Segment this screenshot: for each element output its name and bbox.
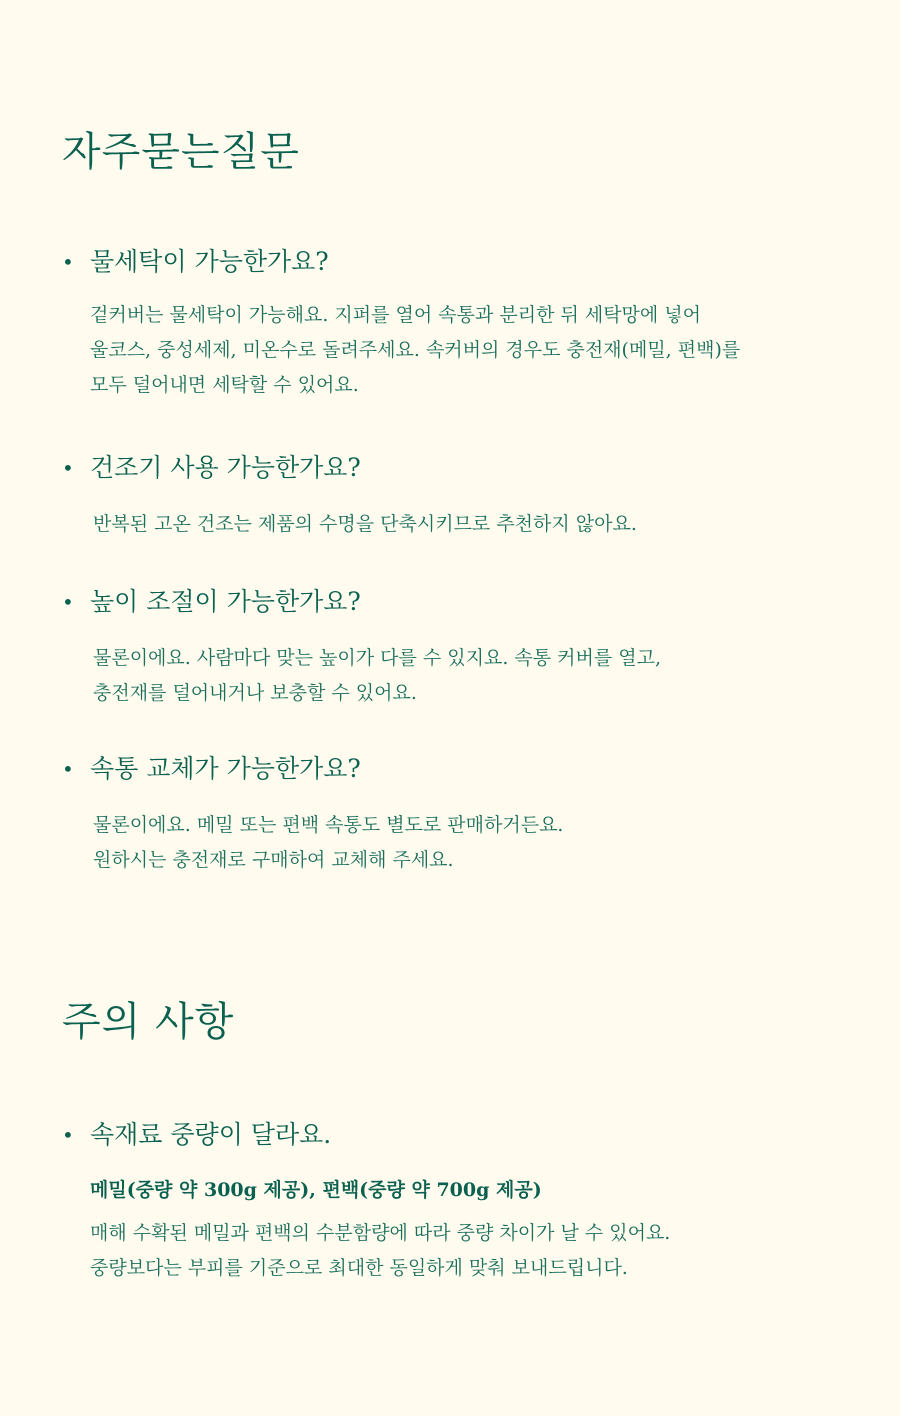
faq-question: 건조기 사용 가능한가요?: [90, 453, 361, 482]
faq-question: 속통 교체가 가능한가요?: [90, 754, 361, 783]
bullet-icon: •: [62, 456, 74, 480]
faq-item: [62, 244, 862, 403]
caution-item: [62, 1117, 862, 1286]
bullet-icon: •: [62, 1123, 74, 1147]
faq-item: [62, 584, 862, 711]
caution-title: 주의 사항: [62, 999, 235, 1045]
faq-question: 물세탁이 가능한가요?: [90, 247, 329, 276]
faq-answer: 겉커버는 물세탁이 가능해요. 지퍼를 열어 속통과 분리한 뒤 세탁망에 넣어 울코스, 중성세제, 미온수로 돌려주세요. 속커버의 경우도 충전재(메밀, 편백)를 모두 덜어내면 세탁할 수 있어요.: [90, 304, 741, 396]
bullet-icon: •: [62, 590, 74, 614]
caution-subheading: 메밀(중량 약 300g 제공), 편백(중량 약 700g 제공): [90, 1179, 542, 1201]
faq-question: 높이 조절이 가능한가요?: [90, 587, 361, 616]
faq-item: [62, 450, 862, 542]
faq-answer: 물론이에요. 메밀 또는 편백 속통도 별도로 판매하거든요. 원하시는 충전재로 구매하여 교체해 주세요.: [93, 814, 564, 871]
caution-answer: 매해 수확된 메밀과 편백의 수분함량에 따라 중량 차이가 날 수 있어요. 중량보다는 부피를 기준으로 최대한 동일하게 맞춰 보내드립니다.: [90, 1222, 671, 1279]
bullet-icon: •: [62, 757, 74, 781]
faq-item: [62, 751, 862, 878]
caution-question: 속재료 중량이 달라요.: [90, 1120, 332, 1149]
faq-title: 자주묻는질문: [62, 129, 300, 175]
faq-answer: 반복된 고온 건조는 제품의 수명을 단축시키므로 추천하지 않아요.: [93, 513, 637, 535]
faq-answer: 물론이에요. 사람마다 맞는 높이가 다를 수 있지요. 속통 커버를 열고, 충전재를 덜어내거나 보충할 수 있어요.: [93, 647, 662, 704]
bullet-icon: •: [62, 250, 74, 274]
